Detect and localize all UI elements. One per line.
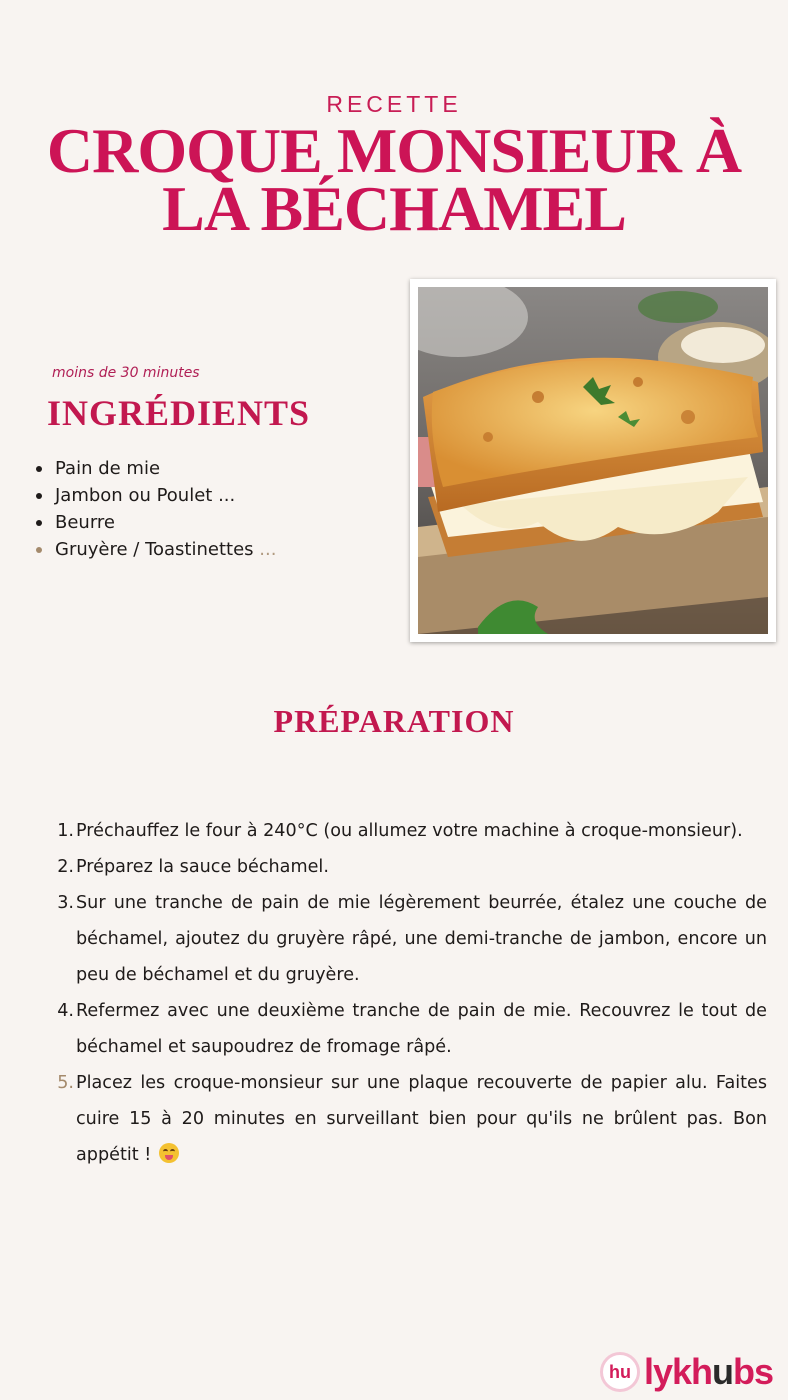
step-number: 2.	[57, 857, 74, 877]
step-text: Préparez la sauce béchamel.	[76, 857, 329, 877]
step-text: Refermez avec une deuxième tranche de pain de mie. Recouvrez le tout de béchamel et saupoudrez de fromage râpé.	[76, 1001, 767, 1057]
bullet-icon	[36, 547, 42, 553]
brand-badge-icon: hu	[600, 1352, 640, 1392]
recipe-title: CROQUE MONSIEUR À LA BÉCHAMEL	[46, 115, 742, 244]
ingredient-item	[36, 482, 276, 509]
step-item	[52, 849, 767, 885]
step-item	[52, 993, 767, 1065]
ingredient-label: Pain de mie	[55, 458, 161, 479]
brand-name	[644, 1351, 773, 1393]
ingredient-label: Beurre	[55, 512, 115, 533]
brand-logo	[600, 1350, 773, 1394]
brand-name-part: u	[712, 1351, 734, 1392]
preparation-heading: PRÉPARATION	[273, 703, 515, 739]
ingredient-ellipsis: ...	[259, 539, 277, 560]
ingredient-label: Jambon ou Poulet ...	[55, 485, 236, 506]
ingredient-item	[36, 509, 276, 536]
step-number: 1.	[57, 821, 74, 841]
bullet-icon	[36, 466, 42, 472]
cooking-duration: moins de 30 minutes	[52, 365, 200, 381]
ingredient-item	[36, 455, 276, 482]
ingredients-list	[36, 455, 276, 563]
bullet-icon	[36, 520, 42, 526]
step-item	[52, 813, 767, 849]
brand-name-part: bs	[733, 1351, 774, 1392]
step-number: 3.	[57, 893, 74, 913]
brand-name-part: lykh	[644, 1351, 713, 1392]
bullet-icon	[36, 493, 42, 499]
step-text: Placez les croque-monsieur sur une plaque recouverte de papier alu. Faites cuire 15 à 20 minutes en surveillant bien pour qu'ils ne brûlent pas. Bon appétit !	[76, 1073, 767, 1165]
sandwich-illustration	[418, 287, 768, 634]
ingredient-item	[36, 536, 276, 563]
ingredients-heading: INGRÉDIENTS	[47, 393, 311, 433]
preparation-steps	[52, 813, 767, 1173]
croque-monsieur-photo	[410, 279, 776, 642]
step-text: Préchauffez le four à 240°C (ou allumez votre machine à croque-monsieur).	[76, 821, 743, 841]
step-text: Sur une tranche de pain de mie légèrement beurrée, étalez une couche de béchamel, ajoutez du gruyère râpé, une demi-tranche de jambon, encore un peu de béchamel et du gruyère.	[76, 893, 767, 985]
step-number: 4.	[57, 1001, 74, 1021]
step-number: 5.	[57, 1073, 74, 1093]
yum-emoji-icon	[159, 1143, 179, 1163]
step-item	[52, 1065, 767, 1173]
step-item	[52, 885, 767, 993]
ingredient-label: Gruyère / Toastinettes	[55, 539, 260, 560]
recipe-kicker: RECETTE	[326, 91, 462, 117]
